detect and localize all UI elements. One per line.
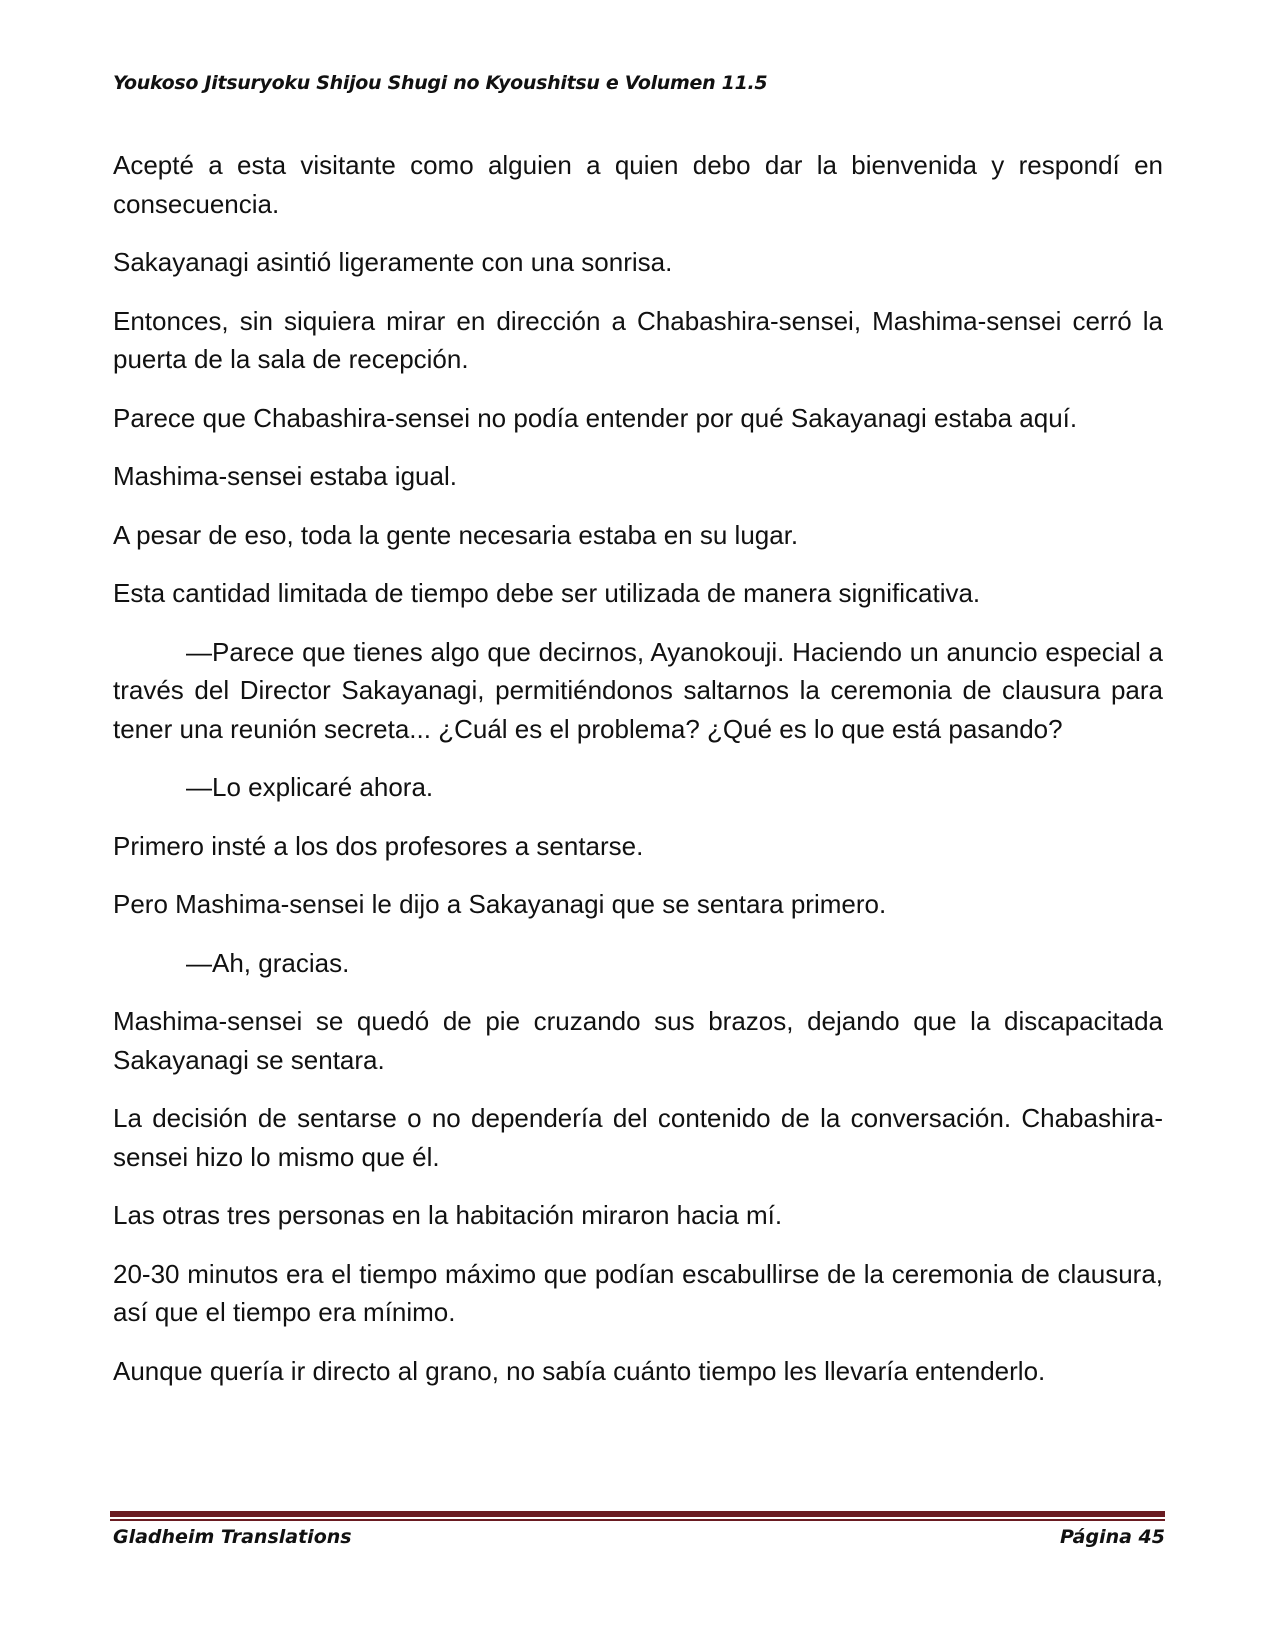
document-body — [113, 146, 1163, 1410]
paragraph-13: Mashima-sensei se quedó de pie cruzando sus brazos, dejando que la discapacitada Sakayanagi se sentara. — [113, 1006, 1163, 1075]
dialogue-paragraph-8: —Parece que tienes algo que decirnos, Ayanokouji. Haciendo un anuncio especial a través del Director Sakayanagi, permitiéndonos saltarnos la ceremonia de clausura para tener una reunión secreta... ¿Cuál es el problema? ¿Qué es lo que está pasando? — [113, 636, 1163, 744]
footer-translator-credit: Gladheim Translations — [113, 1526, 352, 1548]
paragraph-16: 20-30 minutos era el tiempo máximo que podían escabullirse de la ceremonia de clausura, así que el tiempo era mínimo. — [113, 1258, 1163, 1327]
paragraph-10: Primero insté a los dos profesores a sentarse. — [113, 830, 644, 861]
paragraph-1: Acepté a esta visitante como alguien a quien debo dar la bienvenida y respondí en consecuencia. — [113, 150, 1163, 219]
page-header-title: Youkoso Jitsuryoku Shijou Shugi no Kyoushitsu e Volumen 11.5 — [113, 72, 768, 94]
paragraph-6: A pesar de eso, toda la gente necesaria estaba en su lugar. — [113, 519, 799, 550]
footer-divider-thick — [110, 1511, 1165, 1517]
paragraph-17: Aunque quería ir directo al grano, no sabía cuánto tiempo les llevaría entenderlo. — [113, 1355, 1046, 1386]
paragraph-5: Mashima-sensei estaba igual. — [113, 461, 457, 491]
paragraph-14: La decisión de sentarse o no dependería del contenido de la conversación. Chabashira-sensei hizo lo mismo que él. — [113, 1103, 1163, 1172]
paragraph-7: Esta cantidad limitada de tiempo debe ser utilizada de manera significativa. — [113, 578, 981, 608]
dialogue-paragraph-9: —Lo explicaré ahora. — [186, 772, 434, 802]
dialogue-paragraph-12: —Ah, gracias. — [186, 947, 350, 978]
paragraph-4: Parece que Chabashira-sensei no podía entender por qué Sakayanagi estaba aquí. — [113, 402, 1078, 433]
footer-divider-thin — [110, 1519, 1165, 1521]
paragraph-15: Las otras tres personas en la habitación miraron hacia mí. — [113, 1200, 783, 1230]
paragraph-11: Pero Mashima-sensei le dijo a Sakayanagi que se sentara primero. — [113, 889, 887, 919]
paragraph-2: Sakayanagi asintió ligeramente con una sonrisa. — [113, 247, 673, 277]
page-footer — [113, 1526, 1165, 1548]
footer-page-number: Página 45 — [1059, 1526, 1165, 1548]
paragraph-3: Entonces, sin siquiera mirar en dirección a Chabashira-sensei, Mashima-sensei cerró la puerta de la sala de recepción. — [113, 305, 1163, 374]
